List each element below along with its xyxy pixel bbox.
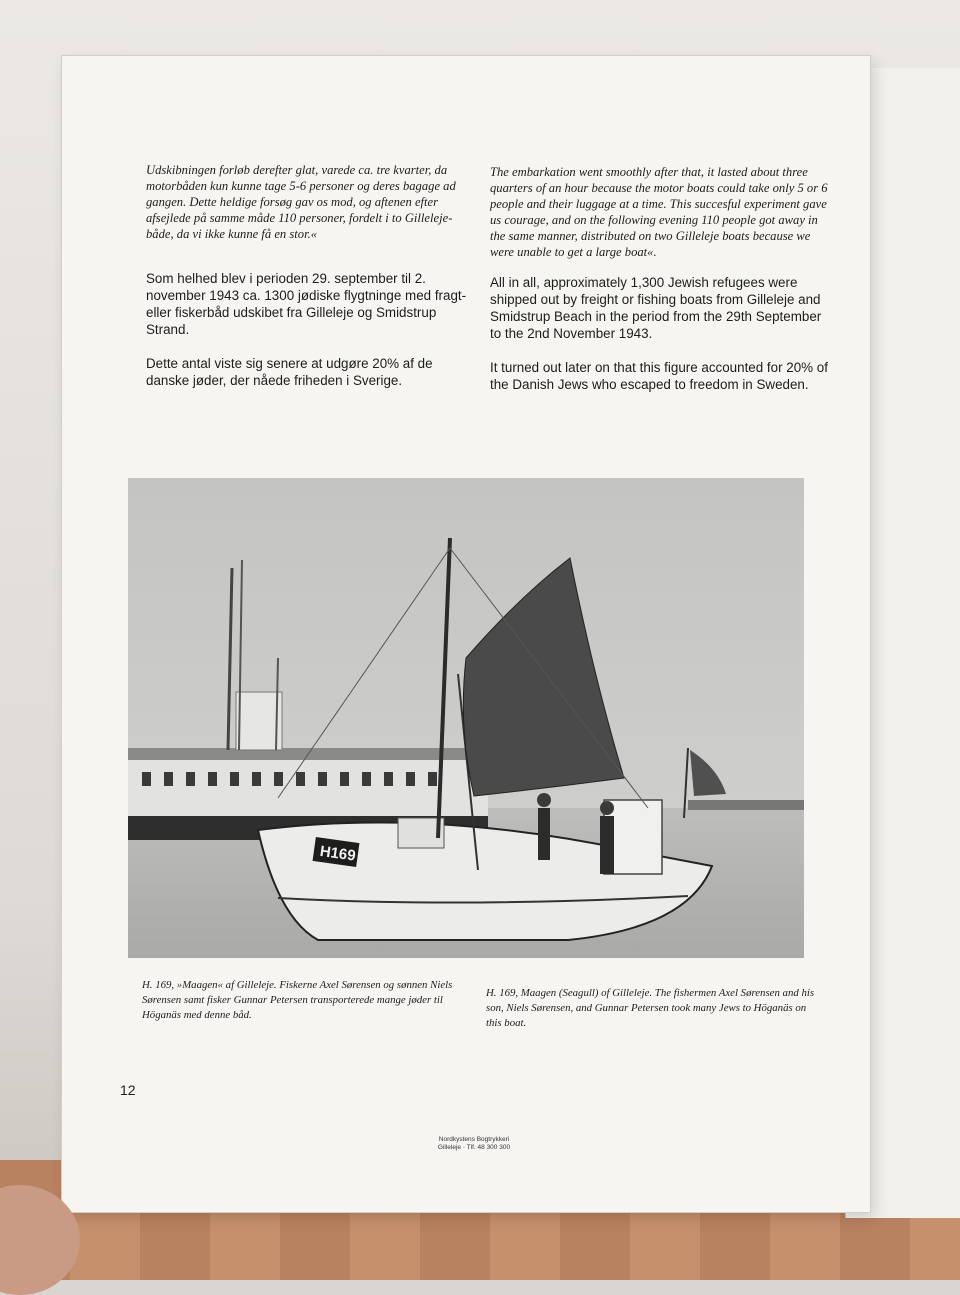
right-paragraph-2: It turned out later on that this figure accounted for 20% of the Danish Jews who escaped to freedom in Sweden.: [490, 360, 828, 392]
caption-danish: H. 169, »Maagen« af Gilleleje. Fiskerne Axel Sørensen og sønnen Niels Sørensen samt fisker Gunnar Petersen transporterede mange jøder til Höganäs med denne båd.: [142, 979, 453, 1021]
page-number: 12: [120, 1082, 136, 1098]
printer-imprint: [414, 1136, 534, 1152]
left-paragraph-2: Dette antal viste sig senere at udgøre 20% af de danske jøder, der nåede friheden i Sverige.: [146, 356, 433, 388]
printer-address: Gilleleje · Tlf. 48 300 300: [437, 1144, 511, 1151]
left-quote: Udskibningen forløb derefter glat, varede ca. tre kvarter, da motorbåden kun kunne tage 5-6 personer og deres bagage ad gangen. Dette heldige forsøg gav os mod, og aftenen efter afsejlede på samme måde 110 personer, fordelt i to Gilleleje-både, da vi ikke kunne få en stor.«: [146, 163, 456, 241]
fishing-boat-photo: [128, 478, 804, 958]
left-paragraph-1: Som helhed blev i perioden 29. september til 2. november 1943 ca. 1300 jødiske flygtninge med fragt- eller fiskerbåd udskibet fra Gilleleje og Smidstrup Strand.: [146, 271, 467, 337]
right-quote: The embarkation went smoothly after that, it lasted about three quarters of an hour because the motor boats could take only 5 or 6 people and their luggage at a time. This succesful experiment gave us courage, and on the following evening 110 people got away in the same manner, distributed on two Gilleleje boats because we were unable to get a large boat«.: [490, 165, 828, 259]
hull-marking: H169: [318, 842, 357, 865]
caption-english: H. 169, Maagen (Seagull) of Gilleleje. The fishermen Axel Sørensen and his son, Niels Sørensen, and Gunnar Petersen took many Jews to Höganäs on this boat.: [486, 987, 815, 1029]
booklet-page: [62, 56, 870, 1212]
right-paragraph-1: All in all, approximately 1,300 Jewish refugees were shipped out by freight or fishing boats from Gilleleje and Smidstrup Beach in the period from the 29th September to the 2nd November 1943.: [490, 275, 822, 341]
right-column: [490, 164, 830, 393]
left-column: [146, 162, 476, 389]
printer-name: Nordkystens Bogtrykkeri: [438, 1136, 510, 1143]
